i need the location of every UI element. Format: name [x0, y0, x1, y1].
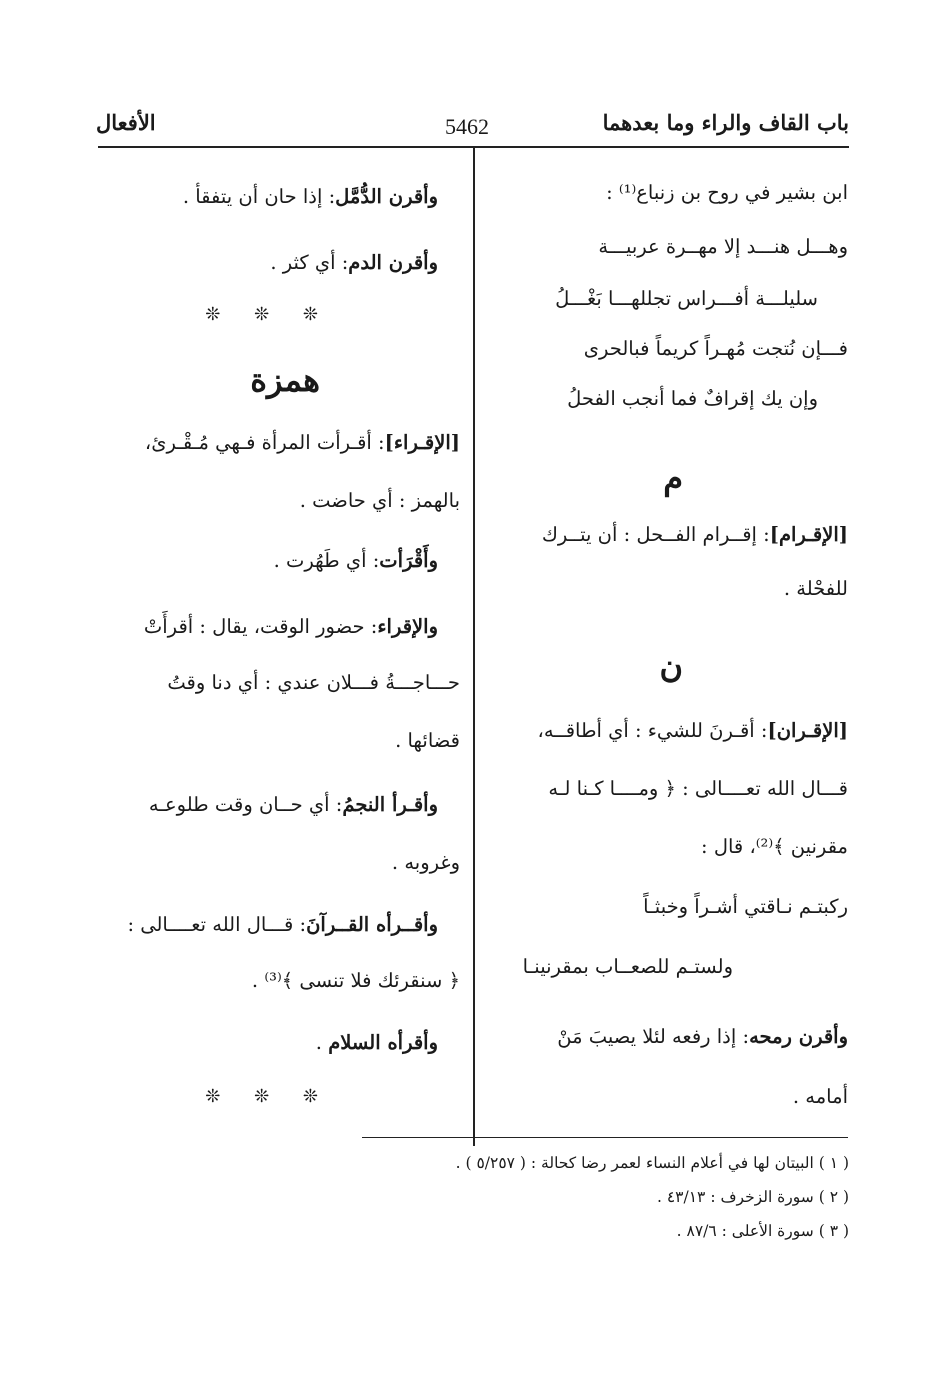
entry-headword: [الإقـراء] [384, 431, 460, 454]
text-line: للفحْلة . [783, 577, 848, 600]
entry-line [316, 1028, 438, 1058]
footnote: ( ٢ ) سورة الزخرف : ٤٣/١٣ . [657, 1188, 849, 1206]
page-number: 5462 [445, 114, 489, 139]
entry-line [127, 910, 438, 940]
verse-line: فـــإن نُتجت مُهـراً كريماً فبالحرى [583, 337, 848, 360]
entry-text: : أي حــان وقت طلوعـه [148, 793, 343, 816]
entry-text: : أقـرنَ للشيء : أي أطاقــه، [537, 719, 768, 742]
text-line: وغروبه . [391, 851, 460, 874]
verse-line: وهـــل هنـــد إلا مهــرة عربيـــة [598, 235, 848, 258]
entry-line [542, 520, 848, 550]
entry-text: : إقــرام الفــحل : أن يتــرك [541, 523, 770, 546]
verse-line: ركبتـم نـاقتي أشـراً وخبثـاً [643, 895, 848, 918]
section-heading-hamza: همزة [250, 361, 320, 399]
entry-headword: والإقراء [377, 615, 438, 638]
entry-text: : إذا حان أن يتفقأ . [182, 185, 336, 208]
entry-text: : أي طَهُرت . [273, 549, 380, 572]
entry-text: . [315, 1031, 329, 1054]
entry-text: : أي كثر . [270, 251, 349, 274]
verse-line: وإن يك إقرافٌ فما أنجب الفحلُ [567, 387, 818, 410]
text-line: حـــاجـــةُ فـــلان عندي : أي دنا وقتُ [167, 671, 460, 694]
entry-headword: وأقرأه السلام [328, 1031, 438, 1054]
entry-line [144, 612, 438, 642]
entry-headword: وأقرن الدُّمَّل [335, 185, 438, 208]
text-line: مقرنين ﴾⁽²⁾، قال : [701, 835, 848, 858]
entry-headword: وأقــرأه القــرآنَ [306, 913, 438, 936]
entry-headword: [الإقـرام] [769, 523, 848, 546]
section-separator: ❊ ❊ ❊ [205, 1086, 332, 1107]
entry-line [145, 428, 460, 458]
running-head-section: الأفعال [96, 110, 156, 135]
entry-headword: وأَقْرَأت [379, 549, 438, 572]
section-separator: ❊ ❊ ❊ [205, 304, 332, 325]
text-line: قـــال الله تعــــالى : ﴿ ومــــا كـنا لـه [548, 777, 848, 800]
entry-headword: وأقرن الدم [348, 251, 438, 274]
entry-line [274, 546, 438, 576]
entry-line [270, 248, 438, 278]
entry-line [149, 790, 438, 820]
text-line: أمامه . [792, 1085, 848, 1108]
running-head-chapter: باب القاف والراء وما بعدهما [602, 110, 849, 135]
entry-text: : إذا رفعه لئلا يصيبَ مَنْ [557, 1025, 750, 1048]
entry-headword: وأقرن رمحه [749, 1025, 848, 1048]
text-line: بالهمز : أي حاضت . [299, 489, 460, 512]
entry-text: : أقـرأت المرأة فـهي مُـقْـرئ، [144, 431, 385, 454]
text-line: ﴿ سنقرئك فلا تنسى ﴾⁽³⁾ . [251, 969, 460, 992]
footnote-rule [362, 1137, 848, 1138]
text-line: ابن بشير في روح بن زنباع⁽¹⁾ : [606, 181, 848, 204]
section-heading-nun: ن [659, 647, 683, 685]
entry-line [557, 1022, 848, 1052]
column-divider [473, 148, 475, 1146]
entry-text: : قـــال الله تعــــالى : [127, 913, 307, 936]
entry-headword: وأقـرأ النجمُ [342, 793, 438, 816]
entry-headword: [الإقـران] [767, 719, 848, 742]
section-heading-mim: م [663, 459, 683, 497]
footnote: ( ١ ) البيتان لها في أعلام النساء لعمر رضا كحالة : ( ٥/٢٥٧ ) . [455, 1154, 849, 1172]
entry-line [538, 716, 848, 746]
text-line: قضائها . [395, 729, 460, 752]
entry-text: : حضور الوقت، يقال : أقرأَتْ [143, 615, 378, 638]
verse-line: ولستـم للصعــاب بمقرنينـا [522, 955, 733, 978]
entry-line [183, 182, 438, 212]
verse-line: سليلـــة أفـــراس تجللهـــا بَغْـــلُ [555, 287, 818, 310]
footnote: ( ٣ ) سورة الأعلى : ٨٧/٦ . [676, 1222, 849, 1240]
